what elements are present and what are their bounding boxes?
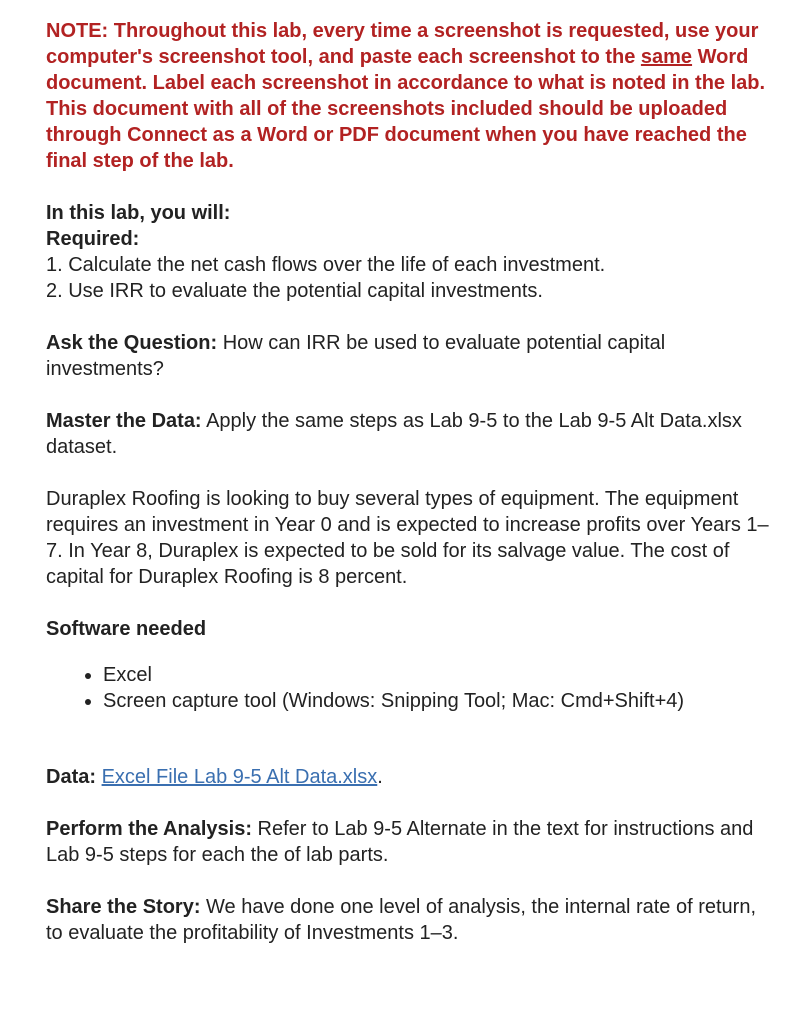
data-label: Data: — [46, 766, 97, 788]
data-suffix: . — [377, 766, 383, 788]
intro-section — [46, 200, 769, 304]
required-step-2: 2. Use IRR to evaluate the potential capital investments. — [46, 280, 543, 302]
share-story-label: Share the Story: — [46, 896, 201, 918]
data-paragraph — [46, 764, 769, 790]
ask-question-paragraph — [46, 330, 769, 382]
perform-analysis-paragraph — [46, 816, 769, 868]
required-label: Required: — [46, 228, 140, 250]
software-item-screen-capture: • Screen capture tool (Windows: Snipping Tool; Mac: Cmd+Shift+4) — [103, 688, 769, 714]
master-data-paragraph — [46, 408, 769, 460]
master-data-label: Master the Data: — [46, 410, 202, 432]
share-story-paragraph — [46, 894, 769, 946]
master-data-text: Apply the same steps as Lab 9-5 to the Lab 9-5 Alt Data.xlsx dataset. — [46, 410, 742, 458]
ask-question-text: How can IRR be used to evaluate potential capital investments? — [46, 332, 666, 380]
note-underlined-word: same — [640, 46, 693, 68]
software-list — [46, 662, 769, 714]
intro-heading: In this lab, you will: — [46, 202, 231, 224]
software-item-excel: • Excel — [103, 662, 769, 688]
software-heading: Software needed — [46, 618, 207, 640]
scenario-paragraph: Duraplex Roofing is looking to buy several types of equipment. The equipment requires an investment in Year 0 and is expected to increase profits over Years 1–7. In Year 8, Duraplex is expected to be sold for its salvage value. The cost of capital for Duraplex Roofing is 8 percent. — [46, 488, 769, 588]
screenshot-note — [46, 18, 769, 174]
perform-analysis-text: Refer to Lab 9-5 Alternate in the text for instructions and Lab 9-5 steps for each the of lab parts. — [46, 818, 754, 866]
note-text-start: NOTE: Throughout this lab, every time a screenshot is requested, use your computer's screenshot tool, and paste each screenshot to the — [46, 20, 759, 68]
ask-question-label: Ask the Question: — [46, 332, 218, 354]
share-story-text: We have done one level of analysis, the internal rate of return, to evaluate the profitability of Investments 1–3. — [46, 896, 757, 944]
note-text-end: Word document. Label each screenshot in accordance to what is noted in the lab. This document with all of the screenshots included should be uploaded through Connect as a Word or PDF document when you have reached the final step of the lab. — [46, 46, 766, 172]
perform-analysis-label: Perform the Analysis: — [46, 818, 252, 840]
required-step-1: 1. Calculate the net cash flows over the life of each investment. — [46, 254, 606, 276]
data-file-link[interactable]: Excel File Lab 9-5 Alt Data.xlsx — [101, 766, 378, 788]
